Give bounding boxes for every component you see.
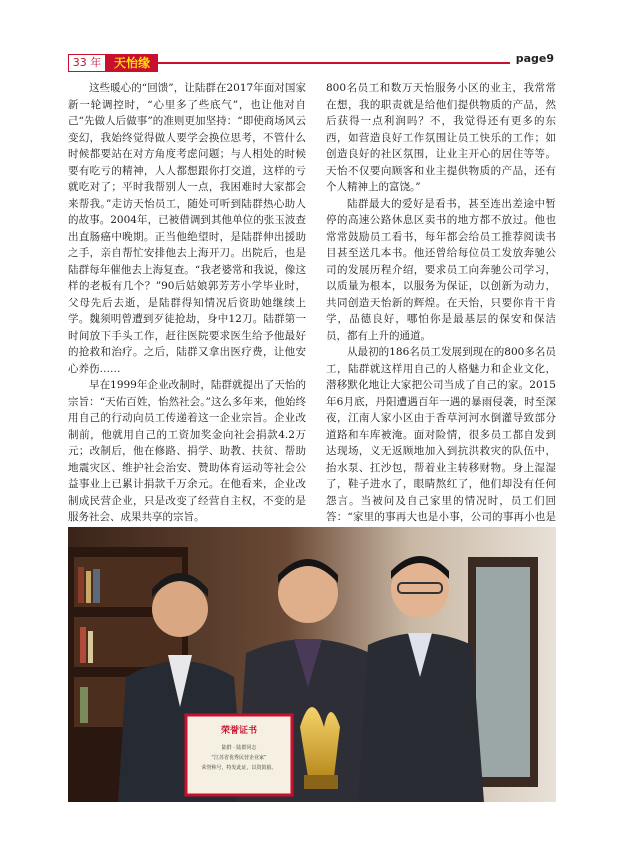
group-photo: [68, 527, 556, 802]
article-column-right: [326, 80, 556, 592]
page-number: page9: [510, 52, 554, 65]
paragraph: 这些暖心的“回馈”，让陆群在2017年面对国家新一轮调控时，“心里多了些底气”，也让他对自己“先做人后做事”的准则更加坚持：“即使商场风云变幻，我始终觉得做人要学会换位思考，不管什么时候都要站在对方角度考虑问题；与人相处的时候要有吃亏的精神，人人都想跟你打交道，这样的亏就吃对了；平时我帮别人一点，我困难时大家都会来帮我。”走访天怡员工，随处可听到陆群热心助人的故事。2004年，已被借调到其他单位的张玉波查出直肠癌中晚期。正当他绝望时，是陆群伸出援助之手，亲自帮忙安排他去上海开刀。出院后，也是陆群每年催他去上海复查。“我老婆常和我说，像这样的老板有几个？”90后姑娘郭芳芳小学毕业时，父母先后去逝，是陆群得知情况后资助她继续上学。魏须明曾遭到歹徒抢劫，身中12刀。陆群第一时间放下手头工作，赶往医院要求医生给予他最好的抢救和治疗。之后，陆群又拿出医疗费，让他安心养伤……: [68, 82, 306, 375]
issue-number: 33 年: [68, 54, 106, 72]
paragraph: 早在1999年企业改制时，陆群就提出了天怡的宗旨：“天佑百姓，怡然社会。”这么多年来，他始终用自己的行动向员工传递着这一企业宗旨。企业改制前，他就用自己的工资加奖金向社会捐款4.2万元；改制后，他在修路、捐学、助教、扶贫、帮助地震灾区、维护社会治安、赞助体育运动等社会公益事业上已累计捐款千万余元。在他看来，企业改制成民营企业，只是改变了经营自主权，不变的是服务社会、成果共享的宗旨。: [68, 379, 306, 523]
page-header: [68, 54, 554, 72]
certificate-line: “江苏省优秀民营企业家”: [211, 755, 267, 761]
paragraph: 从最初的186名员工发展到现在的800多名员工，陆群就这样用自己的人格魅力和企业文化，潜移默化地让大家把公司当成了自己的家。2015年6月底，丹阳遭遇百年一遇的暴雨侵袭，时至深夜，江南人家小区由于香草河河水倒灌导致部分道路和车库被淹。面对险情，很多员工都自发到达现场，义无返顾地加入到抗洪救灾的队伍中，抬水泵、扛沙包，帮着业主转移财物。身上湿湿了，鞋子进水了，眼睛熬红了，他们却没有任何怨言。当被问及自己家里的情况时，员工们回答：“家里的事再大也是小事，公司的事再小也是: [326, 346, 556, 523]
paragraph: 800名员工和数万天怡服务小区的业主，我常常在想，我的职责就是给他们提供物质的产品，然后获得一点利润吗？不，我觉得还有更多的东西，如营造良好工作氛围让员工快乐的工作；如创造良好的社区氛围，让业主开心的居住等等。天怡不仅要向顾客和业主提供物质的产品，还有个人精神上的富饶。”: [326, 82, 556, 193]
brand-label: 天怡缘: [106, 54, 158, 72]
certificate-line: 荣誉称号，特发此证，以资鼓励。: [201, 765, 277, 771]
certificate-heading: 荣誉证书: [220, 726, 258, 736]
header-rule: [158, 62, 554, 64]
paragraph: 陆群最大的爱好是看书，甚至连出差途中暂停的高速公路休息区卖书的地方都不放过。他也常常鼓励员工看书，每年都会给员工推荐阅读书目甚至送几本书。他还曾给每位员工发放奔驰公司的发展历程介绍，要求员工向奔驰公司学习，以质量为根本，以服务为保证，以创新为动力，共同创造天怡新的辉煌。在天怡，只要你肯干肯学，品德良好，哪怕你是最基层的保安和保洁员，都有上升的通道。: [326, 197, 556, 342]
certificate-line: 陆群 · 陆群同志: [221, 745, 257, 751]
article-column-left: [68, 80, 306, 559]
